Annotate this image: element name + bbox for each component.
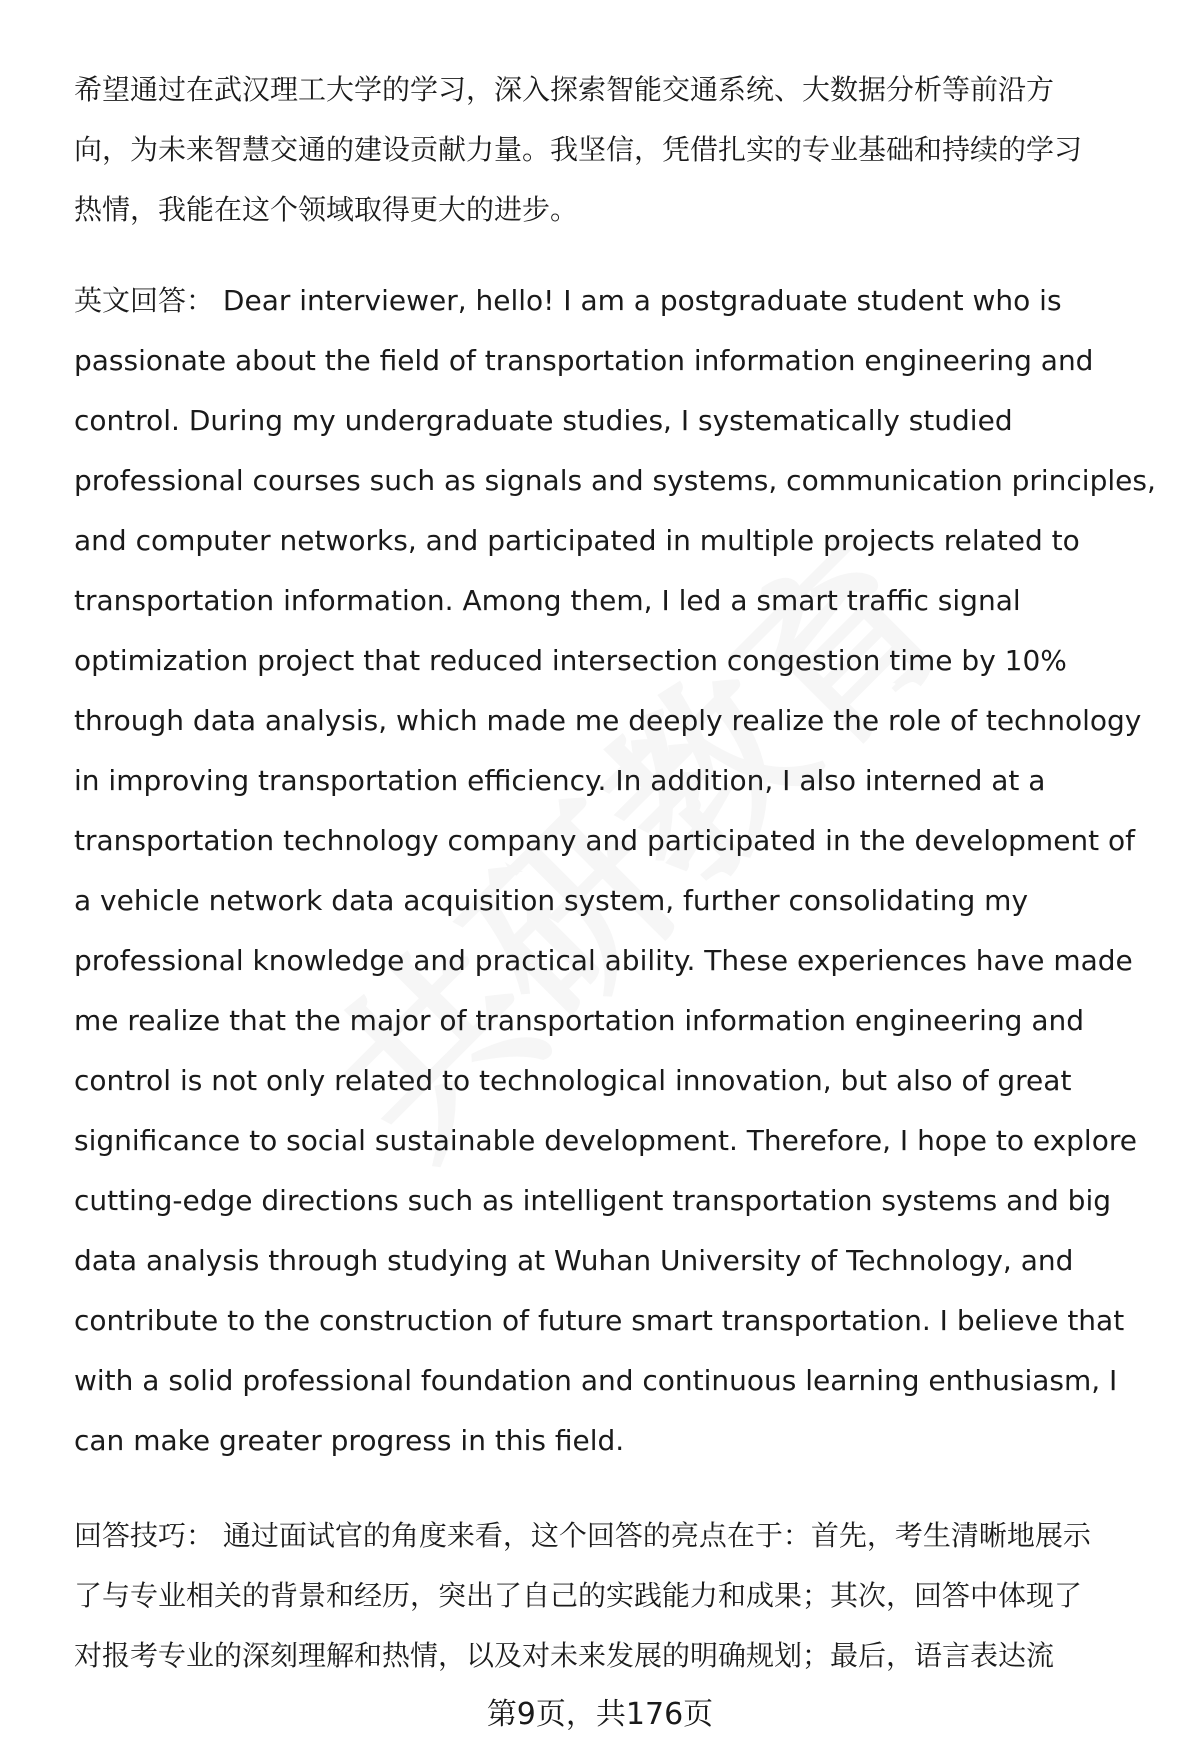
answer-tips-line: 了与专业相关的背景和经历，突出了自己的实践能力和成果；其次，回答中体现了 (74, 1579, 1083, 1612)
english-answer-line: professional courses such as signals and systems, communication principles, (74, 464, 1156, 497)
english-answer-line: a vehicle network data acquisition system, further consolidating my (74, 884, 1029, 917)
english-answer-line: 英文回答： Dear interviewer, hello! I am a postgraduate student who is (74, 284, 1062, 317)
answer-tips-line: 对报考专业的深刻理解和热情，以及对未来发展的明确规划；最后，语言表达流 (74, 1639, 1055, 1672)
english-answer-line: passionate about the field of transportation information engineering and (74, 344, 1094, 377)
english-answer-line: control. During my undergraduate studies, I systematically studied (74, 404, 1013, 437)
english-answer-line: optimization project that reduced intersection congestion time by 10% (74, 644, 1067, 677)
english-answer-line: professional knowledge and practical ability. These experiences have made (74, 944, 1133, 977)
english-answer-line: control is not only related to technological innovation, but also of great (74, 1064, 1072, 1097)
answer-tips-line: 回答技巧： 通过面试官的角度来看，这个回答的亮点在于：首先，考生清晰地展示 (74, 1519, 1091, 1552)
page-number: 第9页，共176页 (486, 1697, 714, 1732)
english-answer-line: me realize that the major of transportation information engineering and (74, 1004, 1085, 1037)
english-answer-line: data analysis through studying at Wuhan University of Technology, and (74, 1244, 1074, 1277)
english-answer-line: with a solid professional foundation and continuous learning enthusiasm, I (74, 1364, 1118, 1397)
chinese-paragraph-line: 希望通过在武汉理工大学的学习，深入探索智能交通系统、大数据分析等前沿方 (74, 73, 1055, 106)
english-answer-line: contribute to the construction of future smart transportation. I believe that (74, 1304, 1125, 1337)
english-answer-line: significance to social sustainable development. Therefore, I hope to explore (74, 1124, 1137, 1157)
english-answer-line: can make greater progress in this field. (74, 1424, 625, 1457)
english-answer-line: and computer networks, and participated in multiple projects related to (74, 524, 1080, 557)
english-answer-line: transportation technology company and participated in the development of (74, 824, 1136, 857)
english-answer-line: cutting-edge directions such as intelligent transportation systems and big (74, 1184, 1111, 1217)
chinese-paragraph-line: 向，为未来智慧交通的建设贡献力量。我坚信，凭借扎实的专业基础和持续的学习 (74, 133, 1083, 166)
english-answer-line: transportation information. Among them, I led a smart traffic signal (74, 584, 1021, 617)
english-answer-line: through data analysis, which made me deeply realize the role of technology (74, 704, 1142, 737)
english-answer-line: in improving transportation efficiency. In addition, I also interned at a (74, 764, 1046, 797)
chinese-paragraph-line: 热情，我能在这个领域取得更大的进步。 (74, 193, 579, 226)
